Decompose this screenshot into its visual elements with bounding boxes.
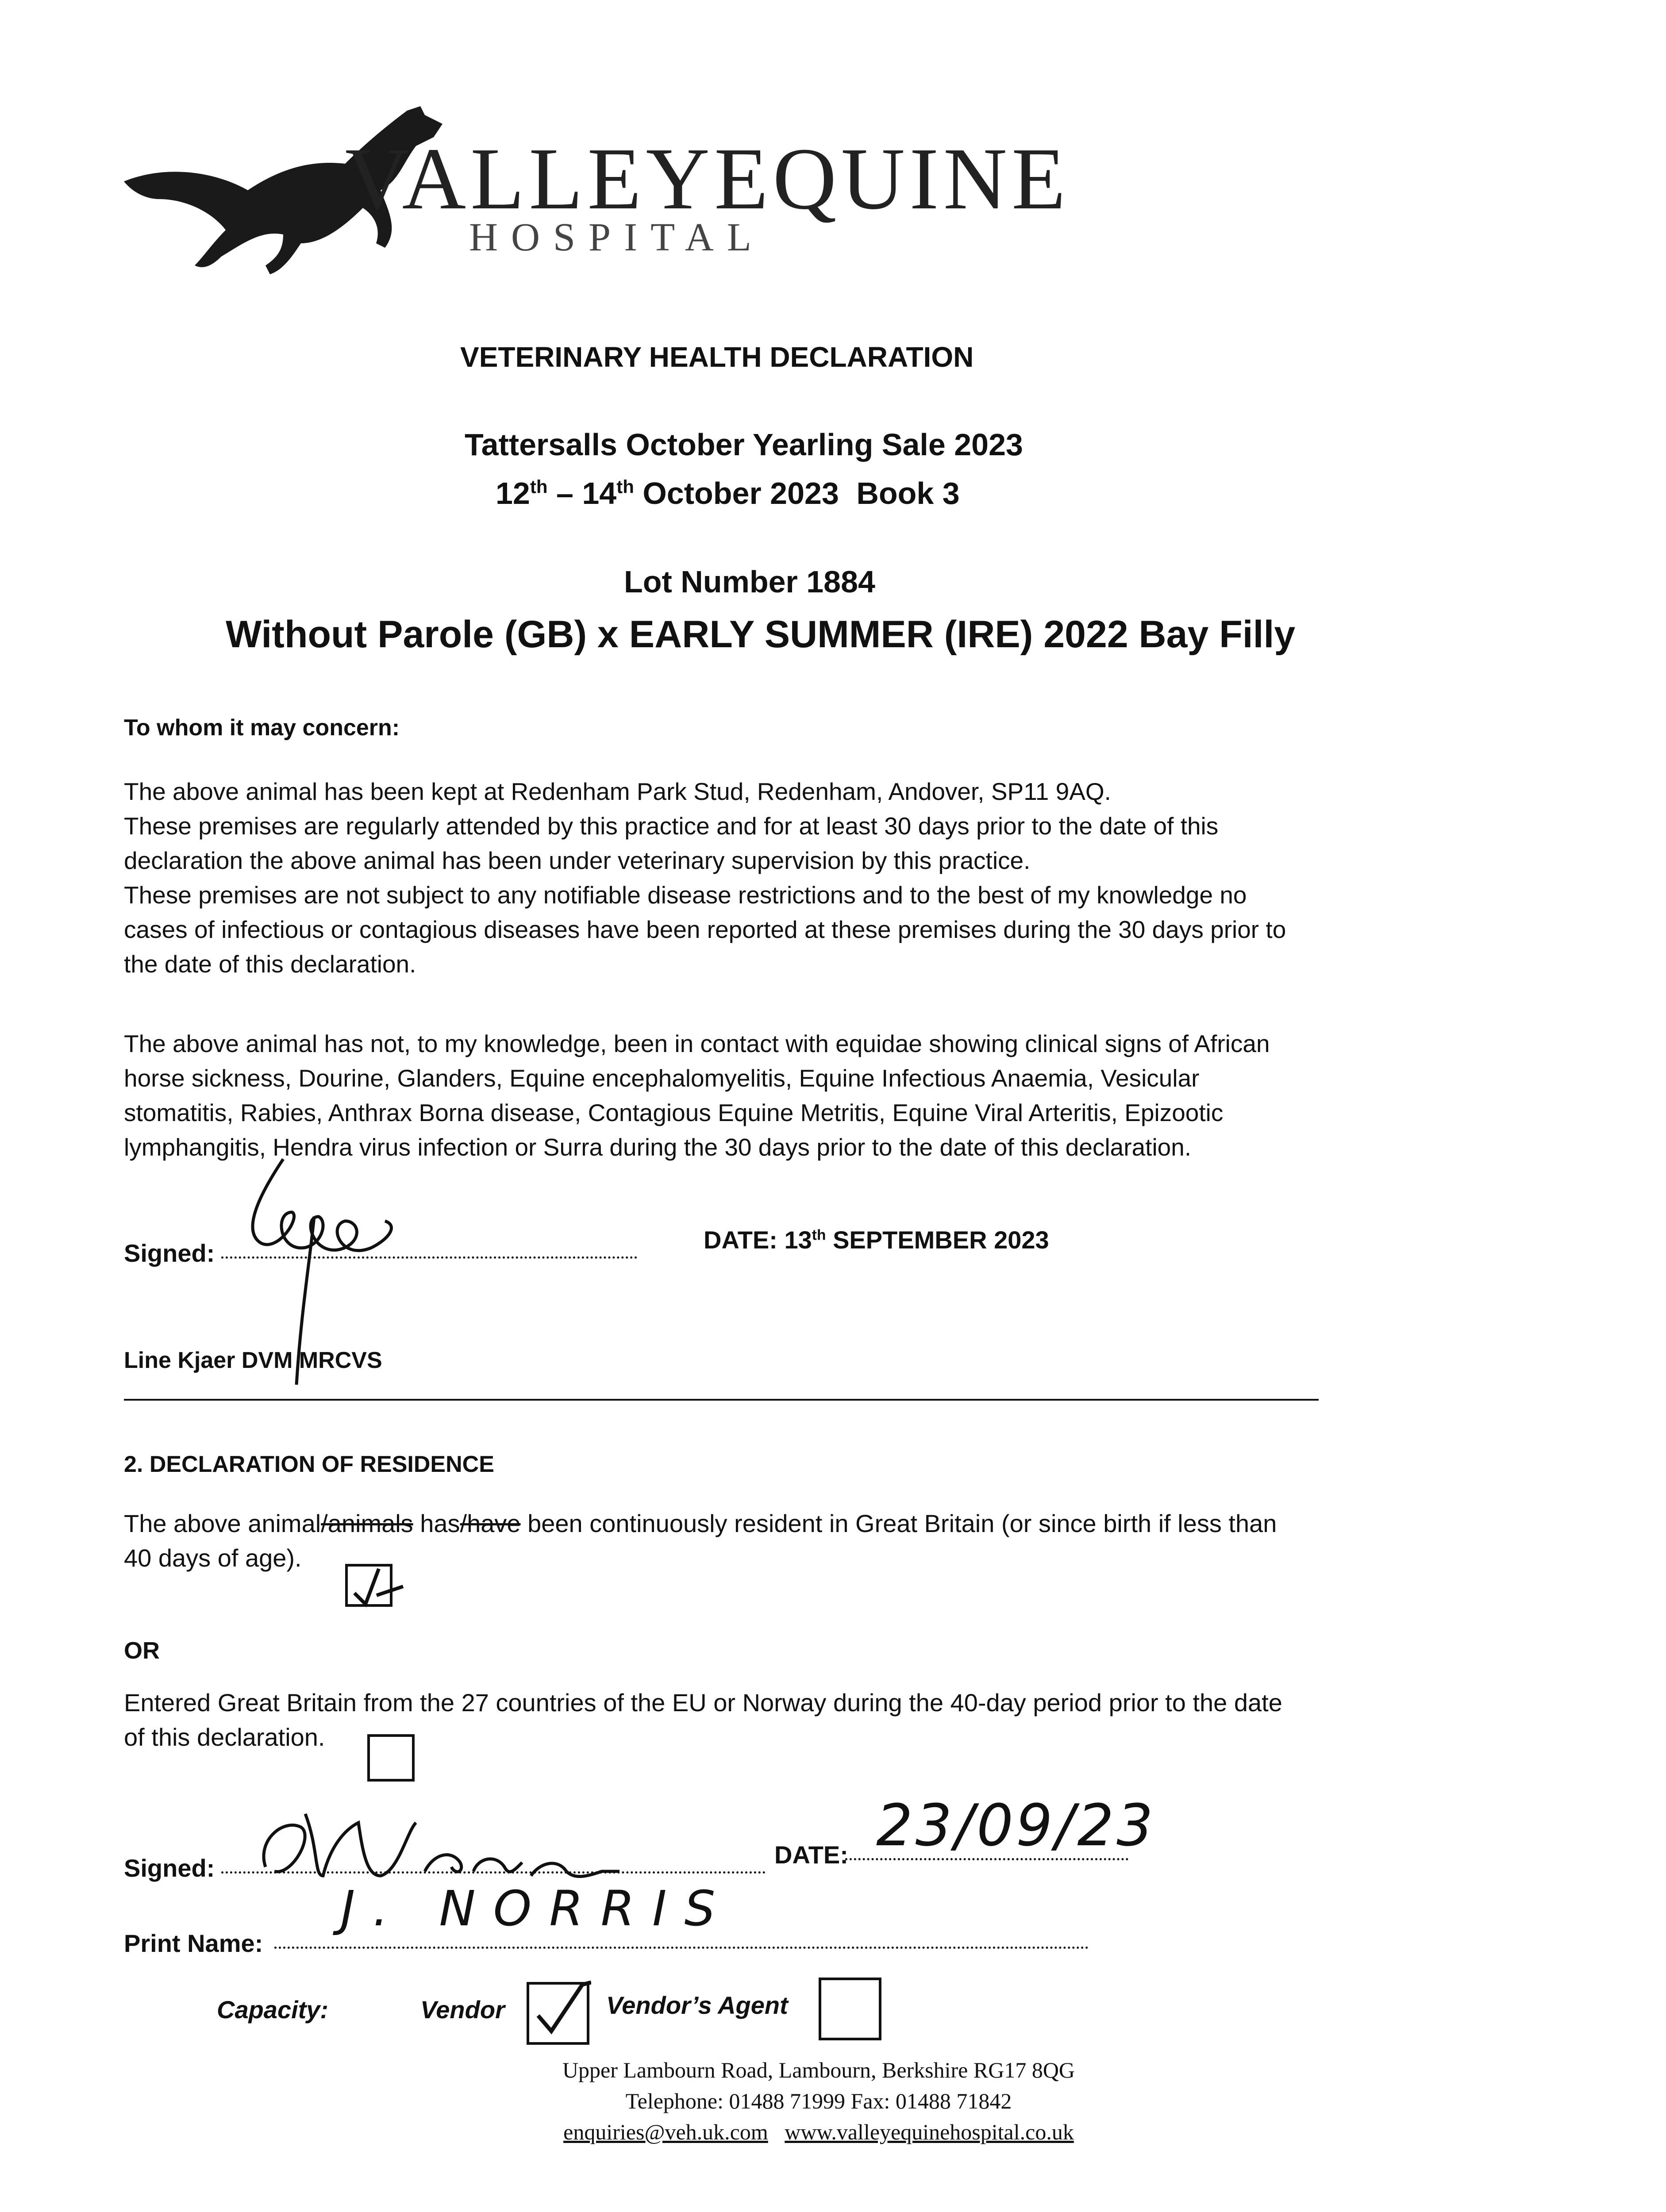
footer-address: Upper Lambourn Road, Lambourn, Berkshire RG17 8QG bbox=[562, 2058, 1075, 2082]
premises-paragraph: The above animal has been kept at Redenham Park Stud, Redenham, Andover, SP11 9AQ. These premises are regularly attended by this practice and for at least 30 days prior to the date of this declaration the above animal has been under veterinary supervision by this practice. These premises are not subject to any notifiable disease restrictions and to the best of my knowledge no cases of infectious or contagious diseases have been reported at these premises during the 30 days prior to the date of this declaration. bbox=[124, 778, 1286, 978]
vet-date-label: DATE: bbox=[704, 1226, 777, 1254]
sale-dates: 12th – 14th October 2023 Book 3 bbox=[496, 476, 960, 511]
book-label: Book 3 bbox=[856, 476, 960, 511]
vendor-agent-checkbox[interactable] bbox=[819, 1978, 881, 2040]
salutation: To whom it may concern: bbox=[124, 715, 400, 741]
logo-wordmark: VALLEYEQUINE bbox=[345, 130, 1070, 228]
vendor-label: Vendor bbox=[420, 1996, 505, 2024]
print-name-label: Print Name: bbox=[124, 1929, 263, 1957]
logo bbox=[115, 97, 1070, 283]
document-title: VETERINARY HEALTH DECLARATION bbox=[460, 341, 974, 373]
capacity-row bbox=[217, 1982, 925, 2053]
vet-signed-label: Signed: bbox=[124, 1239, 215, 1267]
vet-name: Line Kjaer DVM MRCVS bbox=[124, 1348, 382, 1373]
print-name-line bbox=[274, 1938, 1089, 1949]
check-icon bbox=[525, 1971, 591, 2038]
resident-checkbox[interactable] bbox=[345, 1564, 392, 1607]
residence-statement: The above animal/animals has/have been continuously resident in Great Britain (or since birth if less than 40 days of age). bbox=[124, 1509, 1277, 1572]
logo-subtitle: HOSPITAL bbox=[469, 215, 765, 259]
footer bbox=[398, 2057, 1239, 2145]
vendor-date-handwritten: 23/09/23 bbox=[876, 1792, 1156, 1859]
vendor-agent-label: Vendor’s Agent bbox=[606, 1991, 788, 2019]
vet-date: DATE: 13th SEPTEMBER 2023 bbox=[704, 1226, 1049, 1254]
entered-checkbox[interactable] bbox=[367, 1734, 415, 1782]
or-label: OR bbox=[124, 1637, 160, 1664]
lot-number: Lot Number 1884 bbox=[624, 565, 875, 599]
horse-description: Without Parole (GB) x EARLY SUMMER (IRE) 2022 Bay Filly bbox=[226, 613, 1296, 656]
print-name-handwritten: J. NORRIS bbox=[341, 1880, 733, 1937]
residence-title: 2. DECLARATION OF RESIDENCE bbox=[124, 1452, 494, 1477]
vendor-date-label: DATE: bbox=[774, 1841, 848, 1869]
disease-paragraph: The above animal has not, to my knowledge, been in contact with equidae showing clinical signs of African horse sickness, Dourine, Glanders, Equine encephalomyelitis, Equine Infectious Anaemia, Vesicular stomatitis, Rabies, Anthrax Borna disease, Contagious Equine Metritis, Equine Viral Arteritis, Epizootic lymphangitis, Hendra virus infection or Surra during the 30 days prior to the date of this declaration. bbox=[124, 1030, 1270, 1161]
check-icon bbox=[346, 1560, 408, 1609]
capacity-label: Capacity: bbox=[217, 1996, 329, 2024]
vendor-checkbox[interactable] bbox=[527, 1982, 589, 2045]
section-divider bbox=[124, 1398, 1319, 1401]
footer-website-link[interactable]: www.valleyequinehospital.co.uk bbox=[785, 2120, 1074, 2144]
footer-email-link[interactable]: enquiries@veh.uk.com bbox=[563, 2120, 768, 2144]
vendor-signed-label: Signed: bbox=[124, 1854, 215, 1882]
footer-phone: Telephone: 01488 71999 Fax: 01488 71842 bbox=[625, 2089, 1012, 2113]
sale-name: Tattersalls October Yearling Sale 2023 bbox=[465, 427, 1023, 462]
entered-statement: Entered Great Britain from the 27 countries of the EU or Norway during the 40-day period prior to the date of this declaration. bbox=[124, 1689, 1282, 1751]
